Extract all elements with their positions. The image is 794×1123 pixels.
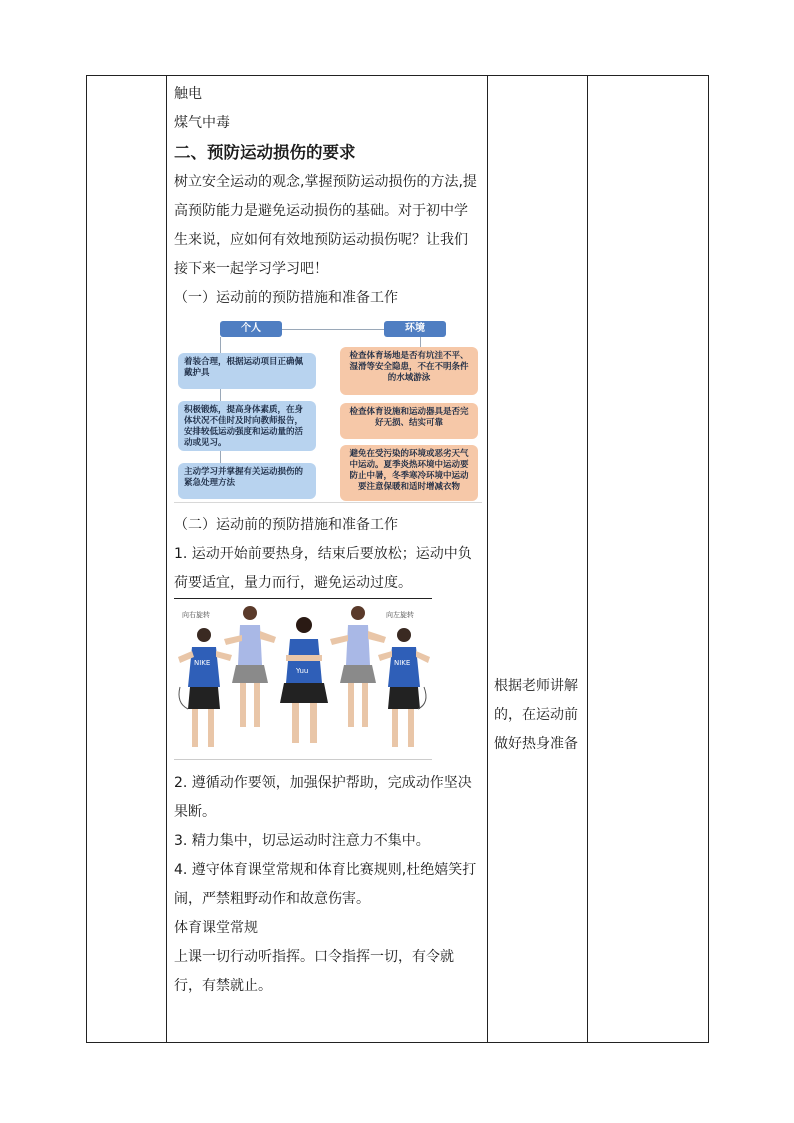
diagram-personal-item-1: 着装合理，根据运动项目正确佩戴护具 bbox=[178, 353, 316, 389]
diagram-environment-item-3: 避免在受污染的环境或恶劣天气中运动。夏季炎热环境中运动要防止中暑，冬季寒冷环境中运动要注意保暖和适时增减衣物 bbox=[340, 445, 478, 501]
shirt-text: Yuu bbox=[296, 667, 309, 675]
diagram-environment-item-1: 检查体育场地是否有坑洼不平、湿滑等安全隐患，不在不明条件的水域游泳 bbox=[340, 347, 478, 395]
subheading-before-exercise: （一）运动前的预防措施和准备工作 bbox=[174, 290, 398, 306]
diagram-header-environment: 环境 bbox=[384, 321, 446, 337]
text-line-gas-poisoning: 煤气中毒 bbox=[174, 115, 230, 131]
item-follow-technique: 2. 遵循动作要领，加强保护帮助，完成动作坚决果断。 bbox=[174, 775, 472, 820]
section-title: 二、预防运动损伤的要求 bbox=[174, 143, 356, 162]
item-follow-rules: 4. 遵守体育课堂常规和体育比赛规则,杜绝嬉笑打闹，严禁粗野动作和故意伤害。 bbox=[174, 862, 477, 907]
label-rotate-right: 向右旋转 bbox=[182, 611, 210, 619]
diagram-header-personal: 个人 bbox=[220, 321, 282, 337]
diagram-environment-item-2: 检查体育设施和运动器具是否完好无损、结实可靠 bbox=[340, 403, 478, 439]
svg-text:NIKE: NIKE bbox=[394, 659, 411, 667]
content-column bbox=[167, 76, 488, 1043]
rules-title: 体育课堂常规 bbox=[174, 920, 258, 936]
label-rotate-left: 向左旋转 bbox=[386, 611, 414, 619]
student-activity-column bbox=[488, 76, 588, 1043]
blank-column bbox=[87, 76, 167, 1043]
diagram-personal-item-2: 积极锻炼，提高身体素质，在身体状况不佳时及时向教师报告，安排较低运动强度和运动量的活动或见习。 bbox=[178, 401, 316, 451]
rules-text: 上课一切行动听指挥。口令指挥一切，有令就行，有禁就止。 bbox=[174, 949, 454, 994]
student-activity-note: 根据老师讲解的，在运动前做好热身准备 bbox=[494, 678, 578, 752]
prevention-diagram bbox=[174, 321, 482, 503]
warmup-photo bbox=[174, 598, 432, 763]
item-concentration: 3. 精力集中，切忌运动时注意力不集中。 bbox=[174, 833, 430, 849]
intro-paragraph: 树立安全运动的观念,掌握预防运动损伤的方法,提高预防能力是避免运动损伤的基础。对于初中学生来说，应如何有效地预防运动损伤呢？让我们接下来一起学习学习吧！ bbox=[174, 174, 477, 277]
text-line-electric-shock: 触电 bbox=[174, 86, 202, 102]
diagram-personal-item-3: 主动学习并掌握有关运动损伤的紧急处理方法 bbox=[178, 463, 316, 499]
item-warmup: 1. 运动开始前要热身，结束后要放松；运动中负荷要适宜，量力而行，避免运动过度。 bbox=[174, 546, 472, 591]
warmup-figures-illustration bbox=[174, 599, 432, 763]
subheading-before-exercise-2: （二）运动前的预防措施和准备工作 bbox=[174, 517, 398, 533]
remarks-column bbox=[588, 76, 709, 1043]
lesson-table bbox=[86, 75, 709, 1043]
svg-text:NIKE: NIKE bbox=[194, 659, 211, 667]
